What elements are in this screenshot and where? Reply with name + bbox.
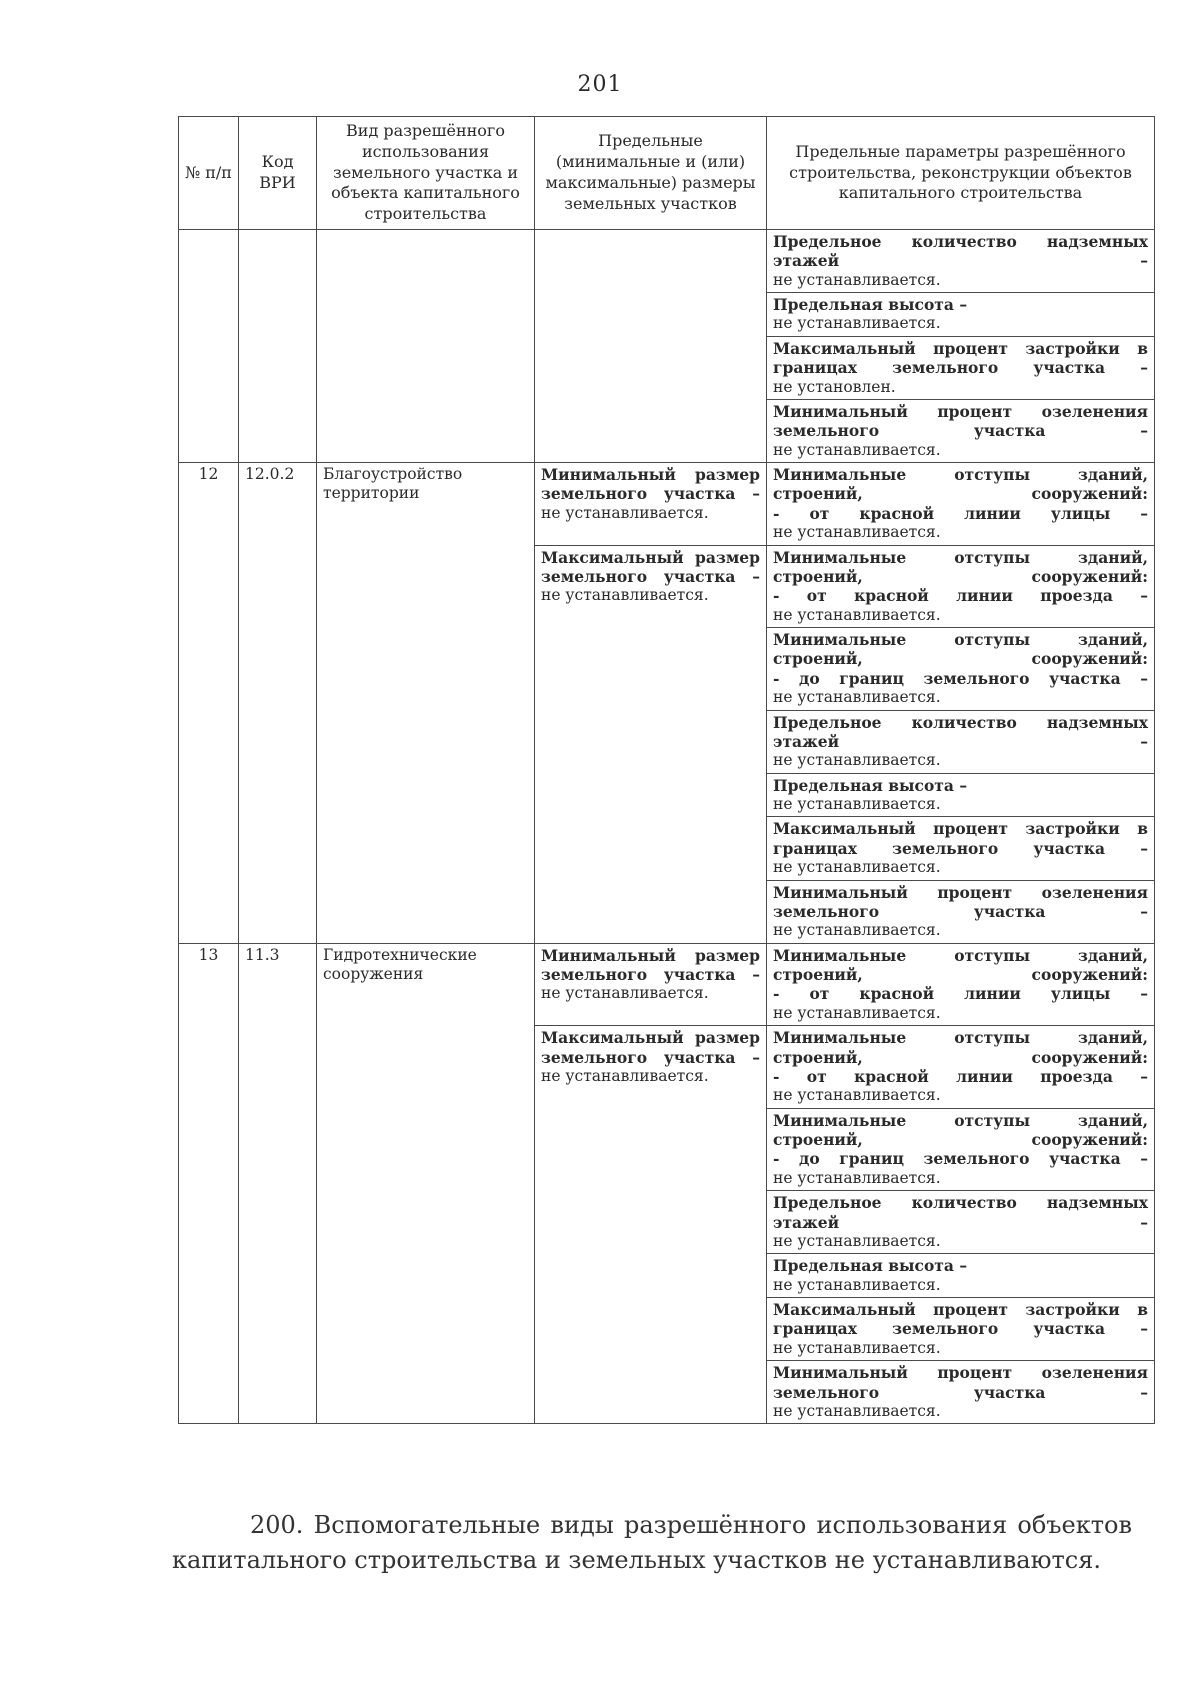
param-label: Минимальный процент озеленения земельного участка – <box>773 882 1148 921</box>
param-value: не устанавливается. <box>773 688 941 707</box>
param-cell <box>767 399 1155 462</box>
row-type-cell: Гидротехнические сооружения <box>317 943 535 1424</box>
param-cell <box>767 293 1155 337</box>
param-label: Максимальный процент застройки в границах земельного участка – <box>773 819 1148 858</box>
param-cell <box>767 943 1155 1026</box>
param-value: не устанавливается. <box>773 1168 941 1187</box>
size-max-label: Максимальный размер земельного участка – <box>541 1028 760 1067</box>
param-detail: - от красной линии улицы – <box>773 984 1148 1004</box>
cont-num-cell <box>179 229 239 462</box>
row-code-cell: 12.0.2 <box>239 463 317 944</box>
param-label: Предельная высота – <box>773 295 968 315</box>
param-cell <box>767 1298 1155 1361</box>
param-cell <box>767 463 1155 546</box>
param-cell <box>767 710 1155 773</box>
table-row <box>179 229 1155 292</box>
header-code: Код ВРИ <box>239 117 317 230</box>
size-min-value: не устанавливается. <box>541 503 709 522</box>
param-cell <box>767 817 1155 880</box>
size-max-value: не устанавливается. <box>541 586 709 605</box>
param-label: Предельное количество надземных этажей – <box>773 231 1148 271</box>
cont-code-cell <box>239 229 317 462</box>
header-num: № п/п <box>179 117 239 230</box>
param-cell <box>767 773 1155 817</box>
row-type-cell: Благоустройство территории <box>317 463 535 944</box>
size-min-value: не устанавливается. <box>541 984 709 1003</box>
param-label: Предельная высота – <box>773 775 968 795</box>
row-num-cell: 12 <box>179 463 239 944</box>
param-label: Минимальные отступы зданий, строений, сооружений: <box>773 1110 1148 1150</box>
param-detail: - до границ земельного участка – <box>773 668 1148 688</box>
param-value: не устанавливается. <box>773 1003 941 1022</box>
param-value: не устанавливается. <box>773 751 941 770</box>
param-label: Минимальный процент озеленения земельного участка – <box>773 401 1148 441</box>
header-size: Предельные (минимальные и (или) максимальные) размеры земельных участков <box>535 117 767 230</box>
footer-line-2: капитального строительства и земельных участков не устанавливаются. <box>172 1545 1101 1574</box>
size-max-label: Максимальный размер земельного участка – <box>541 547 760 586</box>
param-label: Предельная высота – <box>773 1256 968 1276</box>
param-cell <box>767 229 1155 292</box>
param-value: не устанавливается. <box>773 1401 941 1420</box>
param-label: Минимальные отступы зданий, строений, сооружений: <box>773 465 1148 504</box>
param-value: не устанавливается. <box>773 921 941 940</box>
header-type: Вид разрешённого использования земельного участка и объекта капитального строительства <box>317 117 535 230</box>
size-max-cell <box>535 545 767 943</box>
param-label: Предельное количество надземных этажей – <box>773 712 1148 751</box>
param-cell <box>767 1026 1155 1109</box>
vri-table <box>178 116 1155 1424</box>
param-label: Минимальные отступы зданий, строений, сооружений: <box>773 547 1148 586</box>
param-value: не устанавливается. <box>773 605 941 624</box>
table-row <box>179 463 1155 546</box>
param-cell <box>767 628 1155 711</box>
footer-line-1: 200. Вспомогательные виды разрешённого использования объектов <box>250 1511 1132 1539</box>
param-value: не устанавливается. <box>773 795 941 814</box>
param-cell <box>767 1361 1155 1424</box>
param-value: не устанавливается. <box>773 314 941 333</box>
param-cell <box>767 1254 1155 1298</box>
table-header-row <box>179 117 1155 230</box>
size-min-cell <box>535 943 767 1026</box>
param-detail: - до границ земельного участка – <box>773 1149 1148 1169</box>
row-num-cell: 13 <box>179 943 239 1424</box>
param-label: Минимальные отступы зданий, строений, сооружений: <box>773 1028 1148 1067</box>
page-number: 201 <box>577 72 623 97</box>
param-label: Минимальный процент озеленения земельного участка – <box>773 1363 1148 1402</box>
param-value: не устанавливается. <box>773 270 941 289</box>
param-value: не устанавливается. <box>773 440 941 459</box>
param-cell <box>767 545 1155 628</box>
size-max-value: не устанавливается. <box>541 1066 709 1085</box>
param-value: не устанавливается. <box>773 1275 941 1294</box>
header-params: Предельные параметры разрешённого строительства, реконструкции объектов капитального строительства <box>767 117 1155 230</box>
param-cell <box>767 1191 1155 1254</box>
size-min-cell <box>535 463 767 546</box>
cont-size-cell <box>535 229 767 462</box>
param-label: Максимальный процент застройки в границах земельного участка – <box>773 1300 1148 1339</box>
row-code-cell: 11.3 <box>239 943 317 1424</box>
param-value: не устанавливается. <box>773 1231 941 1250</box>
param-cell <box>767 1108 1155 1191</box>
param-value: не устанавливается. <box>773 523 941 542</box>
footer-paragraph <box>172 1508 1132 1578</box>
param-label: Предельное количество надземных этажей – <box>773 1193 1148 1232</box>
param-value: не установлен. <box>773 377 896 396</box>
param-cell <box>767 880 1155 943</box>
size-min-label: Минимальный размер земельного участка – <box>541 465 760 504</box>
param-label: Максимальный процент застройки в границах земельного участка – <box>773 338 1148 378</box>
param-detail: - от красной линии улицы – <box>773 503 1148 523</box>
param-value: не устанавливается. <box>773 1338 941 1357</box>
param-label: Минимальные отступы зданий, строений, сооружений: <box>773 630 1148 669</box>
param-detail: - от красной линии проезда – <box>773 1066 1148 1086</box>
param-value: не устанавливается. <box>773 858 941 877</box>
size-min-label: Минимальный размер земельного участка – <box>541 945 760 985</box>
size-max-cell <box>535 1026 767 1424</box>
table-row <box>179 943 1155 1026</box>
param-value: не устанавливается. <box>773 1086 941 1105</box>
param-detail: - от красной линии проезда – <box>773 586 1148 606</box>
param-label: Минимальные отступы зданий, строений, сооружений: <box>773 945 1148 985</box>
cont-type-cell <box>317 229 535 462</box>
param-cell <box>767 336 1155 399</box>
